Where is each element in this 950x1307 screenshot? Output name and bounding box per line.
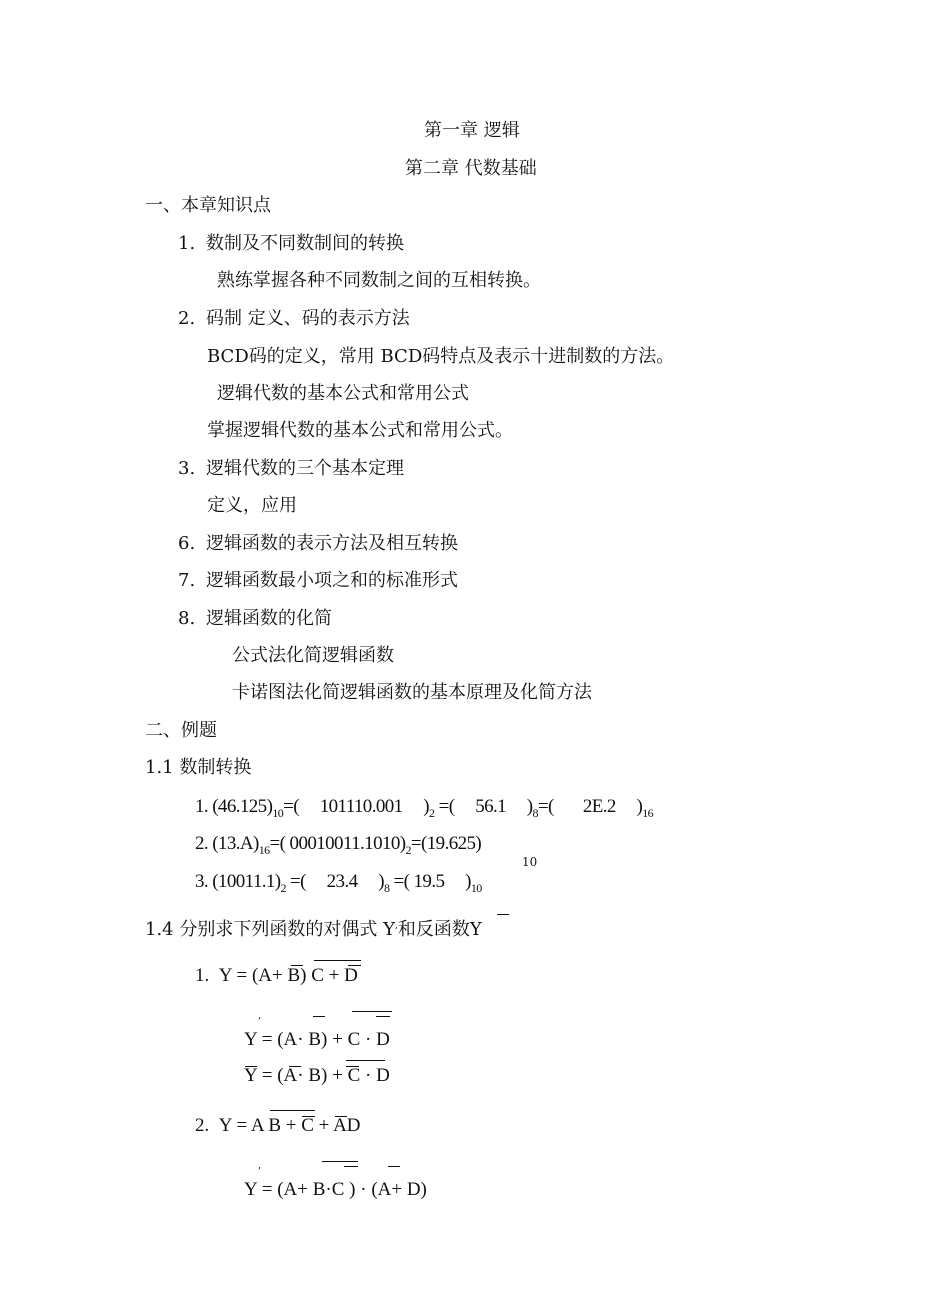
- example-1-4-title: 1.4 分别求下列函数的对偶式 Y,和反函数Y: [145, 919, 482, 940]
- overline: [270, 1110, 315, 1111]
- dash: [322, 1161, 358, 1162]
- list-item: [178, 458, 404, 480]
- dash: [376, 1016, 390, 1017]
- list-item: 卡诺图法化简逻辑函数的基本原理及化简方法: [232, 682, 592, 703]
- dash: [313, 1016, 325, 1017]
- list-item: 公式法化简逻辑函数: [232, 645, 394, 666]
- problem-2-dual: Y = (A+ B·C ) · (A+ D): [244, 1179, 427, 1200]
- overline: [314, 960, 361, 961]
- overline: [245, 1066, 257, 1067]
- overline: [346, 1060, 385, 1061]
- list-num: 6.: [178, 533, 196, 554]
- problem-1-equation: 1. Y = (A+ B) C + D: [195, 965, 358, 986]
- overline: [291, 965, 303, 966]
- list-num: 2.: [178, 308, 196, 329]
- list-num: 1.: [178, 233, 196, 254]
- overline: [335, 1116, 347, 1117]
- conversion-line-2: 2. $(13.A)_{16}=$( $00010011.1010)_2=(19.625)$: [195, 833, 482, 857]
- list-item: 定义，应用: [207, 495, 297, 516]
- prime-mark: ,: [258, 1010, 262, 1021]
- list-item: [178, 233, 404, 255]
- section1-heading: 一、本章知识点: [145, 195, 271, 216]
- list-item: 掌握逻辑代数的基本公式和常用公式。: [207, 420, 513, 441]
- conversion-line-1: 1. $(46.125)_{10}=$( 101110.001 )$_2$ =( 56.1 )$_8=$( 2E.2 )$_{16}$: [195, 796, 654, 820]
- list-text: 逻辑代数的三个基本定理: [206, 458, 404, 479]
- list-item: BCD码的定义，常用 BCD码特点及表示十进制数的方法。: [207, 346, 675, 367]
- conversion-line-3: 3. $(10011.1)_2$ =( 23.4 )$_8$ =( 19.5 )$_{10}$: [195, 871, 482, 895]
- overline: [346, 1066, 359, 1067]
- problem-2-equation: 2. Y = A B + C + AD: [195, 1115, 361, 1136]
- dash: [352, 1011, 392, 1012]
- chapter1-title: 第一章 逻辑: [424, 120, 520, 141]
- problem-1-dual: Y = (A· B) + C · D: [244, 1029, 390, 1050]
- list-text: 码制 定义、码的表示方法: [206, 308, 410, 329]
- overline: [289, 1066, 301, 1067]
- conversion-line-2-base: 10: [522, 855, 538, 869]
- list-item: [178, 570, 458, 592]
- list-num: 7.: [178, 570, 196, 591]
- chapter2-title: 第二章 代数基础: [405, 158, 537, 179]
- list-num: 8.: [178, 608, 196, 629]
- dash: [388, 1166, 400, 1167]
- list-item: [178, 533, 458, 555]
- section2-heading: 二、例题: [145, 720, 217, 741]
- overline: [302, 1116, 315, 1117]
- list-item: 逻辑代数的基本公式和常用公式: [217, 383, 469, 404]
- list-text: 数制及不同数制间的转换: [206, 233, 404, 254]
- prime-mark: ,: [258, 1160, 262, 1171]
- list-text: 逻辑函数的表示方法及相互转换: [206, 533, 458, 554]
- list-item: [178, 308, 410, 330]
- list-text: 逻辑函数最小项之和的标准形式: [206, 570, 458, 591]
- problem-1-inverse: Y = (A· B) + C · D: [244, 1065, 390, 1086]
- list-text: 逻辑函数的化简: [206, 608, 332, 629]
- dash: [344, 1166, 358, 1167]
- list-num: 3.: [178, 458, 196, 479]
- overline: [348, 965, 361, 966]
- example-1-1-title: 1.1 数制转换: [145, 757, 252, 778]
- overline: [497, 914, 509, 915]
- list-item: [178, 608, 332, 630]
- list-item: 熟练掌握各种不同数制之间的互相转换。: [217, 270, 541, 291]
